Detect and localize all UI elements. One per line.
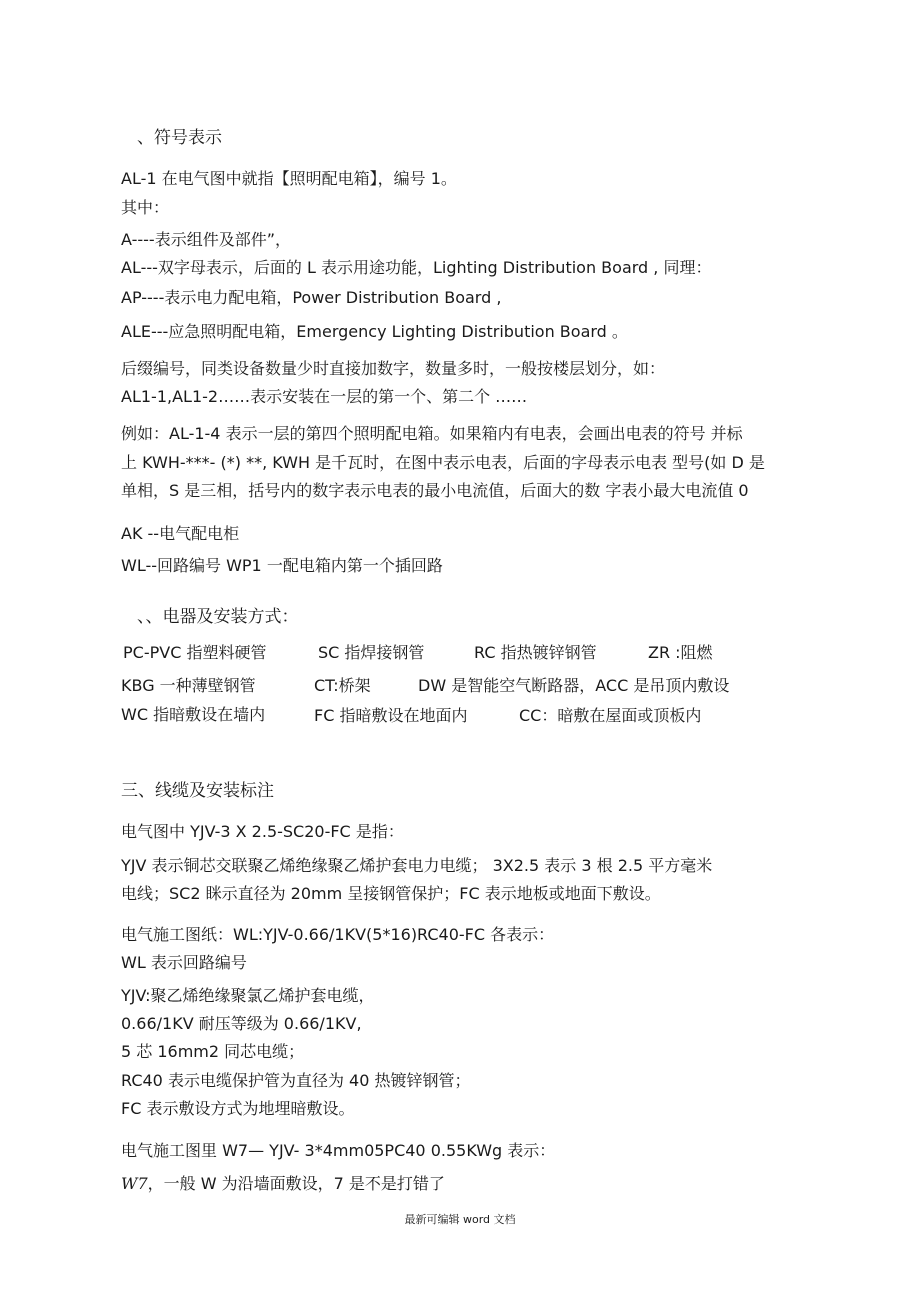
text-line: 电气施工图里 W7— YJV- 3*4mm05PC40 0.55KWg 表示：	[121, 1141, 556, 1160]
text-line: 单相，S 是三相，括号内的数字表示电表的最小电流值，后面大的数 字表小最大电流值 0	[121, 481, 749, 500]
page-footer: 最新可编辑 word 文档	[404, 1213, 516, 1226]
text-line: AP----表示电力配电箱，Power Distribution Board ,	[121, 288, 502, 307]
installation-term: FC 指暗敷设在地面内	[314, 706, 468, 725]
text-line: AK --电气配电柜	[121, 524, 240, 543]
text-line: ALE---应急照明配电箱，Emergency Lighting Distribution Board 。	[121, 322, 628, 341]
text-line: AL---双字母表示，后面的 L 表示用途功能，Lighting Distribution Board , 同理：	[121, 258, 712, 277]
installation-term: CT:桥架	[314, 676, 371, 695]
installation-term: DW 是智能空气断路器，ACC 是吊顶内敷设	[418, 676, 730, 695]
text-line: 其中：	[121, 198, 170, 217]
text-line	[121, 1173, 445, 1195]
installation-term: ZR :阻燃	[648, 643, 713, 662]
text-line: A----表示组件及部件”，	[121, 230, 291, 249]
text-line: 电线；SC2 眯示直径为 20mm 呈接钢管保护；FC 表示地板或地面下敷设。	[121, 884, 661, 903]
text-line: 电气图中 YJV-3 X 2.5-SC20-FC 是指：	[121, 822, 404, 841]
installation-term: SC 指焊接钢管	[318, 643, 425, 662]
text-line: WL--回路编号 WP1 一配电箱内第一个插回路	[121, 556, 443, 575]
section-heading-installation: 、、电器及安装方式：	[137, 607, 299, 627]
text-line: WL 表示回路编号	[121, 953, 247, 972]
text-line: 后缀编号，同类设备数量少时直接加数字，数量多时，一般按楼层划分，如：	[121, 359, 666, 378]
installation-term: WC 指暗敷设在墙内	[121, 705, 266, 724]
text-fragment: ，一般 W 为沿墙面敷设，7 是不是打错了	[147, 1174, 445, 1193]
text-line: YJV:聚乙烯绝缘聚氯乙烯护套电缆，	[121, 986, 375, 1005]
text-line: AL-1 在电气图中就指【照明配电箱】，编号 1。	[121, 169, 457, 188]
installation-term: CC：暗敷在屋面或顶板内	[519, 706, 702, 725]
text-line: RC40 表示电缆保护管为直径为 40 热镀锌钢管；	[121, 1071, 471, 1090]
text-line: YJV 表示铜芯交联聚乙烯绝缘聚乙烯护套电力电缆； 3X2.5 表示 3 根 2.5 平方毫米	[121, 856, 713, 875]
section-heading-cables: 三、线缆及安装标注	[121, 781, 274, 801]
text-line: FC 表示敷设方式为地埋暗敷设。	[121, 1099, 355, 1118]
text-line: 例如：AL-1-4 表示一层的第四个照明配电箱。如果箱内有电表，会画出电表的符号 并标	[121, 424, 743, 443]
installation-term: PC-PVC 指塑料硬管	[123, 643, 267, 662]
section-heading-symbols: 、符号表示	[137, 128, 222, 148]
text-line: 0.66/1KV 耐压等级为 0.66/1KV,	[121, 1014, 362, 1033]
text-line: 5 芯 16mm2 同芯电缆；	[121, 1042, 305, 1061]
installation-term: KBG 一种薄壁钢管	[121, 676, 256, 695]
italic-code: W7	[121, 1174, 148, 1193]
text-line: 电气施工图纸：WL:YJV-0.66/1KV(5*16)RC40-FC 各表示：	[121, 925, 555, 944]
text-line: AL1-1,AL1-2……表示安装在一层的第一个、第二个 ……	[121, 387, 528, 406]
text-line: 上 KWH-***- (*) **, KWH 是千瓦时，在图中表示电表，后面的字母表示电表 型号(如 D 是	[121, 453, 765, 472]
installation-term: RC 指热镀锌钢管	[474, 643, 597, 662]
